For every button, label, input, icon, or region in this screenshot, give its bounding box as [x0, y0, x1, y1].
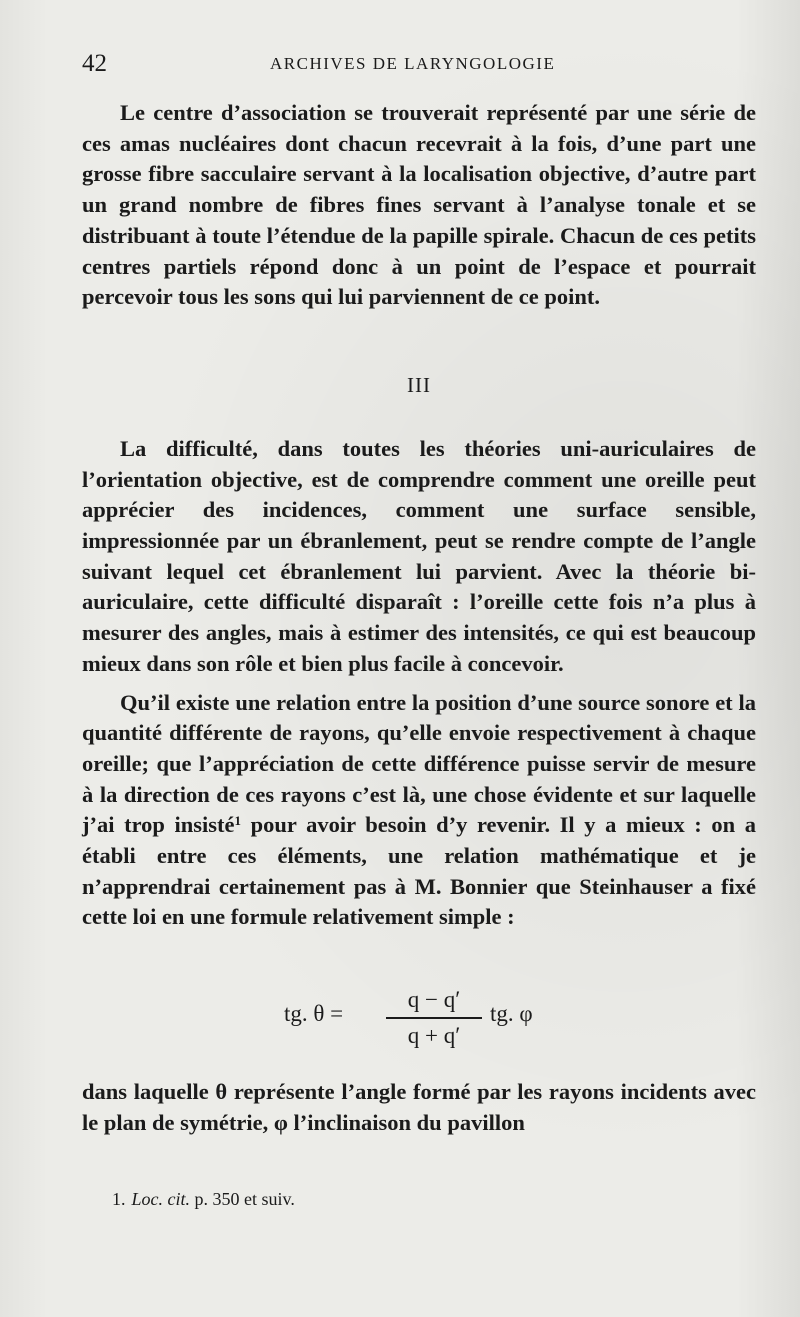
paragraph-difficulty: La difficulté, dans toutes les théories uni-auriculaires de l’orientation objective, est de comprendre comment une oreille peut apprécier des incidences, comment une surface sensible, impressionnée par un ébranlement, peut se rendre compte de l’angle suivant lequel cet ébranlement lui parvient. Avec la théorie bi-auriculaire, cette difficulté disparaît : l’oreille cette fois n’a plus à mesurer des angles, mais à estimer des intensités, ce qui est beaucoup mieux dans son rôle et bien plus facile à concevoir. — [82, 435, 756, 676]
paragraph-relation-text-b: pour avoir besoin d’y revenir. Il y a mieux : on a établi entre ces éléments, une relation mathématique et je n’apprendrai certainement pas à M. Bonnier que Steinhauser a fixé cette loi en une formule relativement simple : — [82, 812, 756, 930]
section-number: III — [407, 372, 431, 397]
footnote-number: 1. — [112, 1188, 126, 1209]
page-header — [82, 44, 756, 84]
page-number: 42 — [82, 50, 107, 77]
fraction-bar — [386, 1017, 482, 1019]
formula-denominator: q + q′ — [407, 1022, 461, 1048]
paragraph-relation-text-a: Qu’il existe une relation entre la position d’une source sonore et la quantité différente de rayons, qu’elle envoie respectivement à chaque oreille; que l’appréciation de cette différence puisse servir de mesure à la direction de ces rayons c’est là, une chose évidente et sur laquelle j’ai trop insisté — [82, 689, 756, 838]
running-head: ARCHIVES DE LARYNGOLOGIE — [270, 54, 556, 73]
formula-lhs: tg. θ = — [284, 1001, 344, 1027]
footnote-reference: 1 — [234, 813, 242, 829]
steinhauser-formula — [82, 985, 756, 1069]
paragraph-relation — [82, 688, 756, 934]
formula-rhs: tg. φ — [490, 1001, 533, 1027]
footnote-citation: Loc. cit. — [131, 1188, 190, 1209]
footnote — [82, 1189, 756, 1210]
paragraph-definitions: dans laquelle θ représente l’angle formé par les rayons incidents avec le plan de symétrie, φ l’inclinaison du pavillon — [82, 1079, 756, 1135]
formula-numerator: q − q′ — [407, 987, 461, 1013]
paragraph-association-center: Le centre d’association se trouverait représenté par une série de ces amas nucléaires dont chacun recevrait à la fois, d’une part une grosse fibre sacculaire servant à la localisation objective, d’autre part un grand nombre de fibres fines servant à l’analyse tonale et se distribuant à toute l’étendue de la papille spirale. Chacun de ces petits centres partiels répond donc à un point de l’espace et pourrait percevoir tous les sons qui lui parviennent de ce point. — [82, 100, 756, 310]
footnote-pages: p. 350 et suiv. — [190, 1188, 295, 1209]
formula-fraction — [386, 985, 482, 1051]
